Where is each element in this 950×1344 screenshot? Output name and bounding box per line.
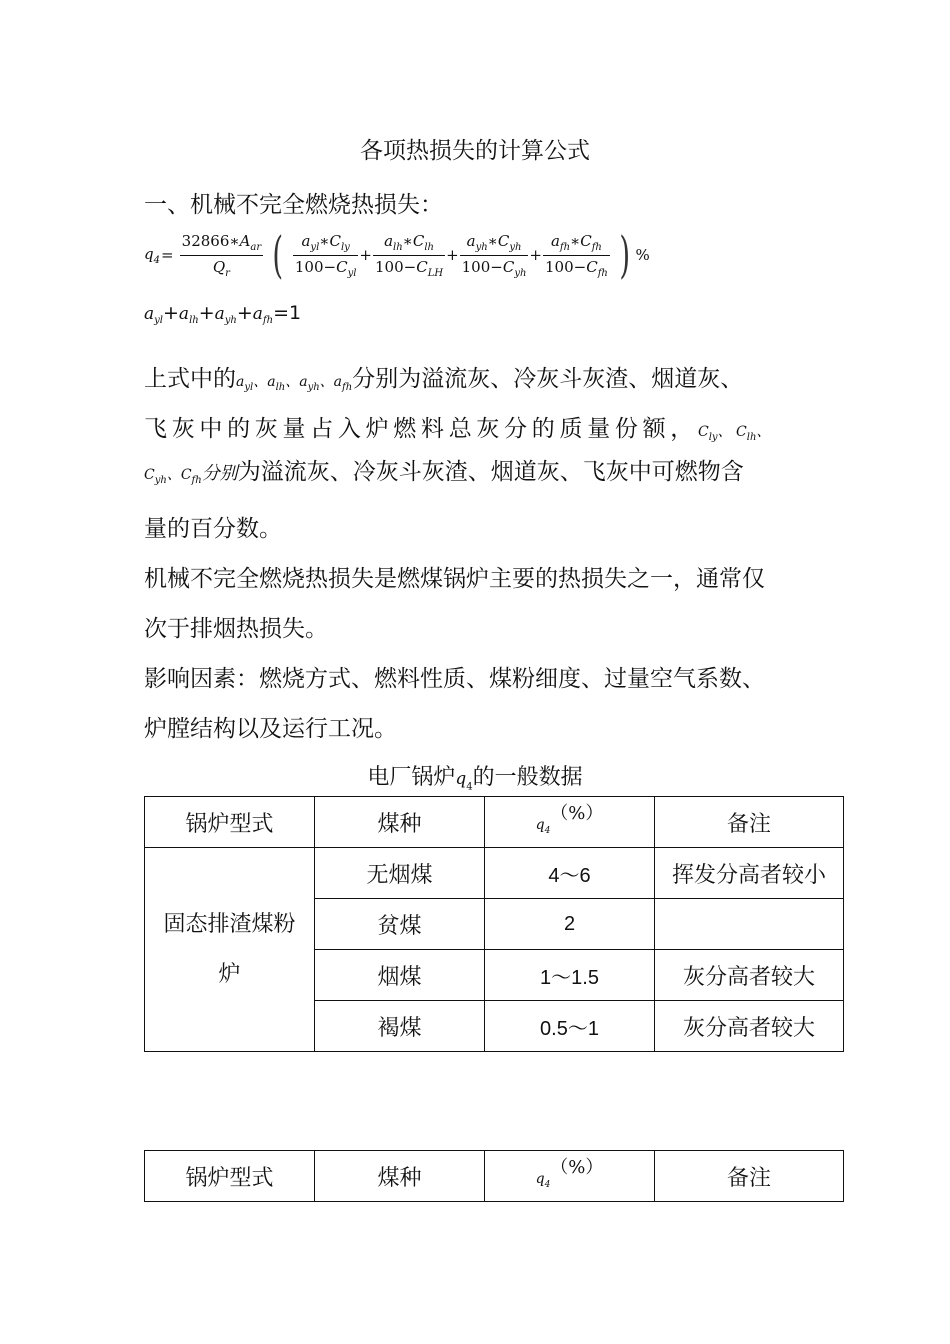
header-q: q bbox=[535, 816, 545, 833]
separator: 、 bbox=[285, 374, 300, 390]
c-symbol-letter: C bbox=[416, 257, 428, 276]
formula-lhs: q bbox=[144, 244, 154, 263]
separator: 、 bbox=[166, 467, 181, 483]
c-symbol-sub: fh bbox=[597, 267, 608, 279]
den-prefix: 100− bbox=[545, 257, 587, 276]
para1-text-c: 飞灰中的灰量占入炉燃料总灰分的质量份额， bbox=[144, 416, 698, 442]
a-symbol bbox=[550, 231, 571, 253]
c-symbol-letter: C bbox=[698, 424, 709, 440]
header-note: 备注 bbox=[655, 1151, 844, 1202]
c-symbol-sub: fh bbox=[591, 241, 602, 253]
c-symbol bbox=[497, 231, 522, 253]
a-symbol bbox=[215, 304, 237, 324]
caption-post: 的一般数据 bbox=[472, 765, 583, 790]
para1-line1 bbox=[144, 360, 743, 393]
coef-den: Q bbox=[212, 257, 226, 276]
coal-cell: 烟煤 bbox=[315, 950, 485, 1001]
a-symbol-letter: a bbox=[267, 374, 276, 390]
term-fraction bbox=[460, 232, 529, 279]
a-symbol-sub: yh bbox=[224, 315, 237, 326]
header-pct: （%） bbox=[550, 1156, 604, 1178]
boiler-type-cell bbox=[145, 848, 315, 1052]
caption-sub: 4 bbox=[466, 781, 473, 793]
sum-rhs: =1 bbox=[273, 302, 302, 324]
header-q: q bbox=[535, 1170, 545, 1187]
a-symbol-letter: a bbox=[144, 304, 155, 324]
a-symbol bbox=[236, 374, 254, 393]
q4-cell: 4～6 bbox=[485, 848, 655, 899]
table-caption bbox=[0, 760, 950, 792]
note-cell: 挥发分高者较小 bbox=[655, 848, 844, 899]
coal-cell: 褐煤 bbox=[315, 1001, 485, 1052]
a-symbol-sub: yh bbox=[307, 382, 320, 393]
a-symbol bbox=[267, 374, 286, 393]
c-symbol-sub: lh bbox=[746, 432, 757, 443]
caption-pre: 电厂锅炉 bbox=[367, 765, 456, 790]
c-symbol bbox=[180, 467, 202, 486]
boiler-type-l1: 固态排渣煤粉 bbox=[163, 911, 296, 937]
q4-cell: 1～1.5 bbox=[485, 950, 655, 1001]
c-symbol bbox=[329, 231, 350, 253]
coal-cell: 贫煤 bbox=[315, 899, 485, 950]
c-symbol-letter: C bbox=[412, 231, 425, 250]
a-symbol-letter: a bbox=[236, 374, 245, 390]
equals-sign: = bbox=[160, 246, 174, 264]
para1-text-d: 为溢流灰、冷灰斗灰渣、烟道灰、飞灰中可燃物含 bbox=[237, 459, 744, 485]
term-denominator bbox=[293, 256, 359, 279]
separator: 、 bbox=[756, 424, 771, 440]
term-fraction bbox=[543, 232, 610, 279]
a-symbol-sub: fh bbox=[559, 241, 571, 253]
para3-line2: 炉膛结构以及运行工况。 bbox=[144, 716, 397, 742]
a-symbol-sub: fh bbox=[262, 315, 274, 326]
coef-den-sub: r bbox=[225, 267, 230, 279]
page-title: 各项热损失的计算公式 bbox=[360, 138, 590, 164]
plus-sign: + bbox=[236, 302, 253, 324]
c-symbol bbox=[144, 467, 167, 486]
a-symbol bbox=[384, 231, 403, 253]
a-symbol-letter: a bbox=[252, 304, 263, 324]
term-numerator bbox=[293, 232, 359, 256]
term-numerator bbox=[460, 232, 529, 256]
table-header-row bbox=[145, 1151, 844, 1202]
separator: 、 bbox=[253, 374, 268, 390]
para2-line1: 机械不完全燃烧热损失是燃煤锅炉主要的热损失之一，通常仅 bbox=[144, 566, 765, 592]
den-prefix: 100− bbox=[294, 257, 337, 276]
a-symbol-sub: yl bbox=[310, 241, 320, 253]
c-symbol bbox=[580, 231, 602, 253]
c-symbol bbox=[412, 231, 434, 253]
c-symbol-sub: yh bbox=[154, 475, 167, 486]
coef-num: 32866∗ bbox=[181, 231, 240, 250]
para1-text-b: 分别为溢流灰、冷灰斗灰渣、烟道灰、 bbox=[352, 366, 744, 392]
times-sign: ∗ bbox=[402, 231, 413, 250]
a-symbol bbox=[179, 304, 199, 324]
para1-italic-fenbie: 分别 bbox=[201, 463, 238, 484]
times-sign: ∗ bbox=[319, 231, 330, 250]
a-symbol-letter: a bbox=[214, 304, 225, 324]
plus-sign: + bbox=[446, 246, 459, 264]
term-numerator bbox=[543, 232, 610, 256]
term-denominator bbox=[543, 256, 610, 279]
left-paren: ( bbox=[272, 226, 284, 284]
c-symbol-sub: ly bbox=[340, 241, 350, 253]
plus-sign: + bbox=[163, 302, 179, 324]
para1-line2 bbox=[144, 410, 770, 443]
header-note: 备注 bbox=[655, 797, 844, 848]
header-pct: （%） bbox=[550, 802, 604, 824]
c-symbol-sub: yl bbox=[347, 267, 357, 279]
table-header-row bbox=[145, 797, 844, 848]
c-symbol bbox=[502, 257, 527, 279]
fraction-sum-equation bbox=[144, 302, 301, 326]
plus-sign: + bbox=[359, 246, 372, 264]
a-symbol-sub: lh bbox=[393, 241, 403, 253]
c-symbol-sub: fh bbox=[191, 475, 202, 486]
plus-sign: + bbox=[198, 302, 215, 324]
term-denominator bbox=[460, 256, 529, 279]
a-symbol-letter: a bbox=[301, 231, 311, 250]
c-symbol bbox=[736, 424, 757, 443]
q4-cell: 0.5～1 bbox=[485, 1001, 655, 1052]
a-symbol-letter: a bbox=[550, 231, 560, 250]
c-symbol bbox=[698, 424, 718, 443]
c-symbol-sub: LH bbox=[427, 267, 444, 279]
q4-data-table bbox=[144, 796, 844, 1052]
c-symbol-sub: yh bbox=[509, 241, 522, 253]
a-symbol bbox=[333, 374, 353, 393]
c-symbols-1 bbox=[698, 424, 771, 443]
boiler-type-l2: 炉 bbox=[218, 961, 241, 987]
header-q-sub: 4 bbox=[544, 1179, 551, 1190]
term-denominator bbox=[373, 256, 445, 279]
separator: 、 bbox=[717, 424, 737, 440]
den-prefix: 100− bbox=[461, 257, 503, 276]
note-cell: 灰分高者较大 bbox=[655, 950, 844, 1001]
c-symbol-letter: C bbox=[502, 257, 515, 276]
header-q-var bbox=[535, 816, 551, 836]
den-prefix: 100− bbox=[375, 257, 417, 276]
c-symbol-letter: C bbox=[497, 231, 510, 250]
a-symbol-letter: a bbox=[299, 374, 308, 390]
coef-num-sub: ar bbox=[250, 241, 262, 253]
note-cell bbox=[655, 899, 844, 950]
plus-sign: + bbox=[529, 246, 542, 264]
c-symbol bbox=[336, 257, 357, 279]
header-q4 bbox=[485, 797, 655, 848]
c-symbol bbox=[586, 257, 608, 279]
q4-formula bbox=[144, 226, 651, 290]
c-symbol-letter: C bbox=[329, 231, 341, 250]
c-symbol-sub: ly bbox=[708, 432, 718, 443]
a-symbol-letter: a bbox=[178, 304, 190, 324]
para1-line3 bbox=[144, 453, 744, 486]
a-symbol-sub: yl bbox=[154, 315, 163, 326]
header-coal-type: 煤种 bbox=[315, 1151, 485, 1202]
c-symbol-letter: C bbox=[580, 231, 592, 250]
a-symbol-sub: fh bbox=[342, 382, 353, 393]
a-symbols bbox=[236, 374, 353, 393]
a-symbol bbox=[253, 304, 273, 324]
table-row bbox=[145, 848, 844, 899]
c-symbol-letter: C bbox=[736, 424, 747, 440]
a-symbol-letter: a bbox=[466, 231, 476, 250]
term-fraction bbox=[293, 232, 359, 279]
times-sign: ∗ bbox=[570, 231, 581, 250]
c-symbol-letter: C bbox=[586, 257, 598, 276]
note-cell: 灰分高者较大 bbox=[655, 1001, 844, 1052]
header-q-var bbox=[535, 1170, 551, 1190]
c-symbol-letter: C bbox=[336, 257, 348, 276]
formula-terms bbox=[293, 231, 610, 279]
c-symbol-letter: C bbox=[180, 467, 192, 483]
para2-line2: 次于排烟热损失。 bbox=[144, 616, 328, 642]
header-coal-type: 煤种 bbox=[315, 797, 485, 848]
c-symbol bbox=[416, 257, 444, 279]
header-q4 bbox=[485, 1151, 655, 1202]
coal-cell: 无烟煤 bbox=[315, 848, 485, 899]
a-symbol-sub: lh bbox=[189, 315, 199, 326]
a-symbol-letter: a bbox=[333, 374, 343, 390]
section-heading: 一、机械不完全燃烧热损失： bbox=[144, 192, 443, 218]
formula-lhs-sub: 4 bbox=[153, 254, 160, 266]
header-boiler-type: 锅炉型式 bbox=[145, 1151, 315, 1202]
q4-cell: 2 bbox=[485, 899, 655, 950]
c-symbols-2 bbox=[144, 467, 202, 486]
separator: 、 bbox=[319, 374, 334, 390]
formula-unit: % bbox=[635, 246, 650, 264]
header-q-sub: 4 bbox=[544, 825, 551, 836]
caption-var: q bbox=[455, 769, 467, 789]
c-symbol-sub: yh bbox=[514, 267, 527, 279]
times-sign: ∗ bbox=[487, 231, 498, 250]
para3-line1: 影响因素：燃烧方式、燃料性质、煤粉细度、过量空气系数、 bbox=[144, 666, 765, 692]
a-symbol bbox=[299, 374, 320, 393]
coefficient-fraction bbox=[180, 232, 264, 279]
a-symbol-letter: a bbox=[384, 231, 394, 250]
a-symbol bbox=[466, 231, 488, 253]
a-symbol bbox=[144, 304, 163, 324]
term-numerator bbox=[373, 232, 445, 256]
coef-num-var: A bbox=[239, 231, 251, 250]
a-symbol bbox=[301, 231, 320, 253]
right-paren: ) bbox=[619, 226, 631, 284]
header-boiler-type: 锅炉型式 bbox=[145, 797, 315, 848]
a-symbol-sub: yh bbox=[475, 241, 488, 253]
second-table bbox=[144, 1150, 844, 1202]
para1-text-a: 上式中的 bbox=[144, 366, 236, 392]
para1-line4: 量的百分数。 bbox=[144, 516, 282, 542]
c-symbol-sub: lh bbox=[424, 241, 434, 253]
c-symbol-letter: C bbox=[144, 467, 155, 483]
a-symbol-sub: lh bbox=[275, 382, 286, 393]
term-fraction bbox=[373, 232, 445, 279]
a-symbol-sub: yl bbox=[244, 382, 254, 393]
